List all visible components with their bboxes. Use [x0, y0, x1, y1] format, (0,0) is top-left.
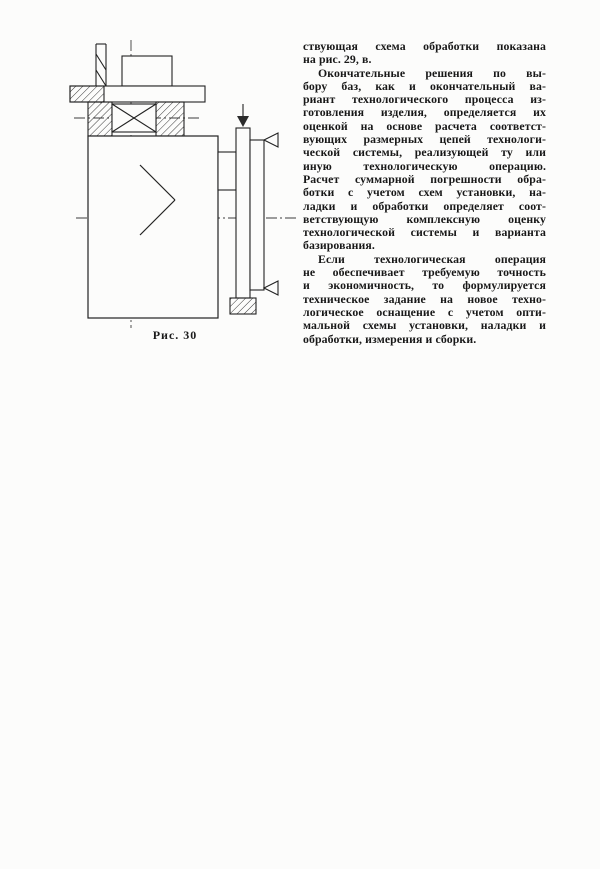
text-line: Если технологическая операция — [318, 252, 546, 266]
flange-neck — [218, 152, 236, 190]
text-line: оценкой на основе расчета соответст- — [303, 119, 546, 133]
drill-bushing — [112, 104, 156, 132]
fixture-plate — [236, 128, 264, 298]
text-line: Расчет суммарной погрешности обра- — [303, 172, 546, 186]
clamp-plate — [70, 86, 205, 102]
text-line: и экономичность, то формулируется — [303, 279, 546, 293]
workpiece-body — [88, 136, 218, 318]
support-triangles — [264, 133, 278, 295]
text-line: ствующая схема обработки показана — [303, 40, 546, 53]
text-line: логическое оснащение с учетом опти- — [303, 305, 546, 319]
figure-30-drawing — [60, 38, 310, 330]
text-line: базирования. — [303, 239, 375, 253]
text-line: ветствующую комплексную оценку — [303, 212, 546, 226]
text-line: ческой системы, реализующей ту или — [303, 146, 546, 160]
text-line: иную технологическую операцию. — [303, 159, 546, 173]
text-line: мальной схемы установки, наладки и — [303, 319, 546, 333]
clamp-arrow — [237, 104, 249, 127]
text-line: ботки с учетом схем установки, на- — [303, 186, 546, 200]
text-line: бору баз, как и окончательный ва- — [303, 79, 546, 93]
text-line: Окончательные решения по вы- — [318, 66, 546, 80]
text-line: риант технологического процесса из- — [303, 93, 546, 107]
text-line: готовления изделия, определяется их — [303, 106, 546, 120]
support-block — [230, 298, 256, 314]
text-line: на рис. 29, в. — [303, 53, 372, 67]
spindle-head — [122, 56, 172, 86]
text-line: обработки, измерения и сборки. — [303, 332, 477, 346]
figure-area — [60, 38, 310, 348]
figure-caption: Рис. 30 — [152, 328, 198, 342]
text-line: технологической системы и варианта — [303, 226, 546, 240]
text-line: техническое задание на новое техно- — [303, 292, 546, 306]
text-line: вующих размерных цепей технологи- — [303, 133, 546, 147]
text-column — [303, 40, 546, 346]
text-line: не обеспечивает требуемую точность — [303, 266, 546, 280]
text-line: ладки и обработки определяет соот- — [303, 199, 546, 213]
